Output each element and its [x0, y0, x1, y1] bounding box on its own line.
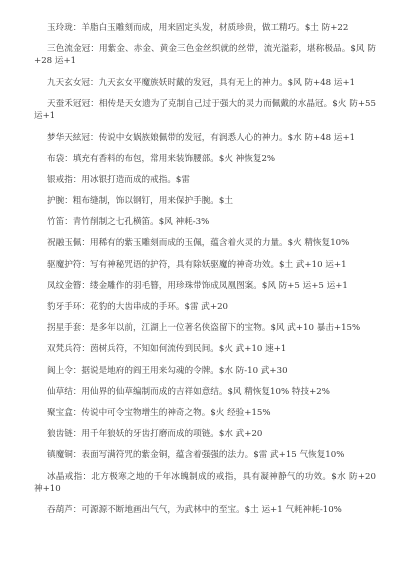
item-entry-phoenix-hairpin: 凤纹金簪：缕金雕作的羽毛簪，用珍珠带饰成凤凰图案。$风 防+5 运+5 运+1: [47, 280, 348, 291]
item-entry-nine-heaven-crown: 九天玄女冠：九天玄女平魔族妖时戴的发冠，具有无上的神力。$风 防+48 运+1: [47, 77, 356, 88]
item-entry-tricolor-crown: 三色流金冠：用紫金、赤金、黄金三色金丝织就的丝带，流光溢彩，堪称极品。$风 防+28 运+1: [34, 43, 376, 67]
item-entry-jade-hairpin: 玉玲珑：羊脂白玉雕刻而成，用来固定头发，材质珍贵，做工精巧。$土 防+22: [47, 22, 349, 33]
item-entry-herb-knot: 仙草结：用仙界的仙草编制而成的吉祥如意结。$风 精恢复10% 特技+2%: [47, 386, 330, 397]
item-entry-military-token: 双梵兵符：茵树兵符，不知如何流传到民间。$火 武+10 速+1: [47, 344, 287, 355]
item-entry-silk-crown: 天蚕禾冠冠：相传是天女遗为了克制自己过于强大的灵力而佩戴的水晶冠。$火 防+55 运+1: [34, 98, 376, 122]
item-entry-ice-ring: 冰晶戒指：北方极寒之地的千年冰魄制成的戒指，具有凝神静气的功效。$水 防+20 神+10: [34, 471, 376, 495]
item-entry-demon-charm: 驱魔护符：写有神秘咒语的护符，具有除妖驱魔的神奇功效。$土 武+10 运+1: [47, 259, 347, 270]
item-entry-silver-ring: 银戒指：用冰银打造而成的戒指。$雷: [47, 174, 190, 185]
item-entry-wolf-necklace: 狼齿链：用千年狼妖的牙齿打磨而成的项链。$水 武+20: [47, 429, 263, 440]
item-entry-gourd: 吞葫芦：可源源不断地画出气气，为武林中的至宝。$土 运+1 气耗神耗-10%: [47, 505, 342, 516]
item-entry-star-gloves: 拐星手套：是多年以前，江湖上一位著名侠盗留下的宝物。$风 武+10 暴击+15%: [47, 323, 361, 334]
item-entry-dream-crown: 梦华天絃冠：传说中女娲族娘佩带的发冠，有润悉人心的神力。$水 防+48 运+1: [47, 132, 356, 143]
item-entry-underworld-token: 阆上令：据说是地府的阎王用来勾魂的令牌。$水 防-10 武+30: [47, 365, 288, 376]
item-entry-bamboo-flute: 竹笛：青竹削制之七孔横笛。$风 神耗-3%: [47, 217, 210, 228]
item-entry-jade-pendant: 祝融玉佩：用稀有的紫玉雕刻而成的玉佩，蕴含着火灵的力量。$火 精恢复10%: [47, 238, 350, 249]
item-entry-treasure-box: 聚宝盒：传说中可令宝物增生的神奇之物。$火 经验+15%: [47, 407, 271, 418]
item-entry-cloth-pouch: 布袋：填充有香料的布包，常用来装饰腰部。$火 神恢复2%: [47, 153, 276, 164]
item-entry-demon-seal: 镇魔铜：表面写满符咒的紫金铜，蕴含着强强的法力。$雷 武+15 气恢复10%: [47, 450, 345, 461]
item-entry-wristguard: 护腕：粗布缝制，饰以钢钉，用来保护手腕。$土: [47, 196, 233, 207]
item-entry-leopard-bracelet: 豹牙手环：花豹的大齿串成的手环。$雷 武+20: [47, 302, 229, 313]
